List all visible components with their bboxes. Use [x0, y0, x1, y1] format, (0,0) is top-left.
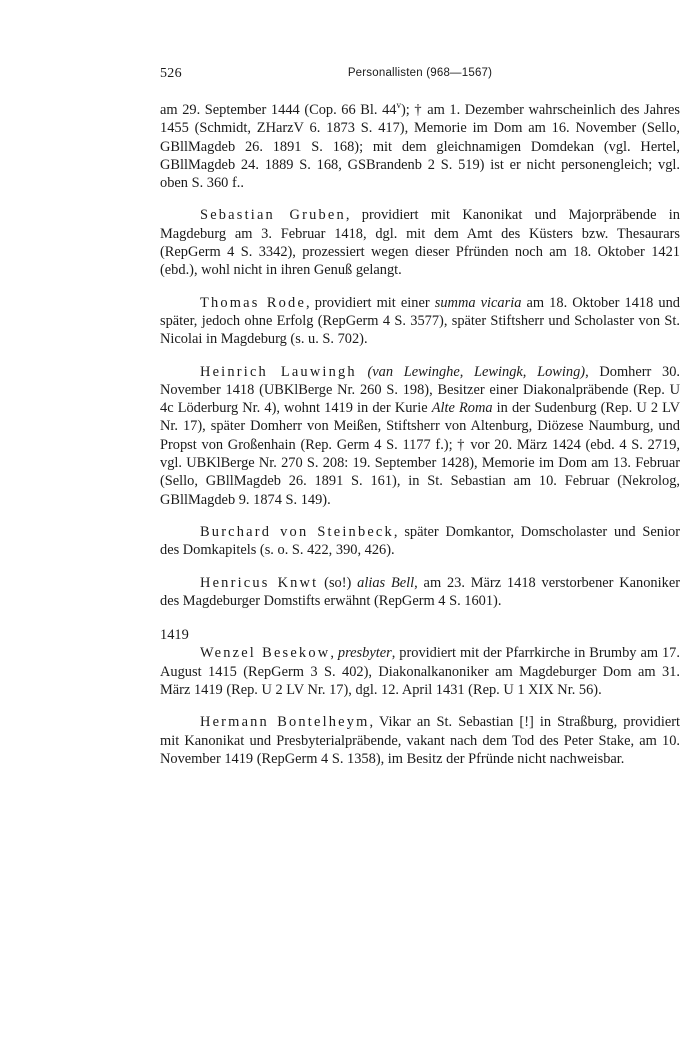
text-run: , Domherr 30. November 1418 (UBKlBerge Nr. 260 S. 198), Besitzer einer Diakonalpräbende (Rep. U 4c Löderburg Nr. 4), wohnt 1419 in der Kurie: [160, 363, 680, 417]
entries-1418: [160, 101, 680, 610]
person-name: Sebastian Gruben: [200, 207, 346, 224]
paragraph: [160, 101, 680, 192]
running-title: Personallisten (968—1567): [347, 67, 493, 79]
person-name: Thomas Rode: [200, 294, 307, 311]
superscript: v: [396, 100, 401, 111]
italic-text: (van Lewinghe, Lewingk, Lowing): [367, 363, 586, 380]
text-run: am 29. September 1444 (Cop. 66 Bl. 44: [160, 102, 397, 118]
person-name: Burchard von Steinbeck: [200, 523, 394, 540]
italic-text: summa vicaria: [434, 294, 522, 311]
text-run: , später Domkantor, Domscholaster und Senior des Domkapitels (s. o. S. 422, 390, 426).: [160, 523, 680, 559]
italic-text: Alte Roma: [431, 400, 493, 417]
entries-1419: [160, 644, 680, 768]
text-run: , Vikar an St. Sebastian [!] in Straßburg, providiert mit Kanonikat und Presbyterialpräbende, vakant nach dem Tod des Peter Stake, am 10. November 1419 (RepGerm 4 S. 1358), im Besitz der Pfründe nicht nachweisbar.: [160, 714, 680, 767]
text-body: [160, 101, 680, 768]
paragraph: [160, 644, 680, 699]
paragraph: [160, 363, 680, 509]
running-header: [160, 66, 680, 86]
text-run: ); † am 1. Dezember wahrscheinlich des Jahres 1455 (Schmidt, ZHarzV 6. 1873 S. 417), Memorie im Dom am 16. November (Sello, GBllMagdeb 26. 1891 S. 168); mit dem gleichnamigen Domdekan (vgl. Hertel, GBllMagdeb 24. 1889 S. 168, GSBrandenb 2 S. 519) ist er nicht personengleich; vgl. oben S. 360 f..: [160, 102, 680, 192]
text-run: , am 23. März 1418 verstorbener Kanoniker des Magdeburger Domstifts erwähnt (RepGerm 4 S. 1601).: [160, 574, 680, 609]
text-run: [357, 364, 368, 380]
paragraph: [160, 713, 680, 768]
paragraph: [160, 294, 680, 349]
paragraph: [160, 206, 680, 279]
person-name: Heinrich Lauwingh: [200, 363, 357, 380]
person-name: Henricus Knwt: [200, 574, 319, 591]
paragraph: [160, 523, 680, 560]
person-name: Hermann Bontelheym: [200, 714, 370, 731]
text-run: in der Sudenburg (Rep. U 2 LV Nr. 17), später Domherr von Meißen, Stiftsherr von Altenburg, Diözese Naumburg, und Propst von Großenhain (Rep. Germ 4 S. 1177 f.); † vor 20. März 1424 (ebd. 4 S. 2719, vgl. UBKlBerge Nr. 270 S. 208: 19. September 1428), Memorie im Dom am 13. Februar (Sello, GBllMagdeb 26. 1891 S. 161), in St. Sebastian am 10. Februar (Nekrolog, GBllMagdeb 9. 1874 S. 149).: [160, 400, 680, 508]
italic-text: presbyter: [337, 645, 392, 662]
text-run: (so!): [318, 574, 358, 591]
year-heading: 1419: [160, 627, 189, 644]
text-run: , providiert mit Kanonikat und Majorpräbende in Magdeburg am 3. Februar 1418, dgl. mit dem Amt des Küsters bzw. Thesaurars (RepGerm 4 S. 3342), prozessiert wegen dieser Pfründen noch am 18. Oktober 1421 (ebd.), wohl nicht in ihren Genuß gelangt.: [160, 207, 680, 279]
text-run: , providiert mit einer: [306, 294, 435, 311]
text-run: am 18. Oktober 1418 und später, jedoch ohne Erfolg (RepGerm 4 S. 3577), später Stiftsherr und Scholaster von St. Nicolai in Magdeburg (s. u. S. 702).: [160, 294, 680, 348]
text-run: , providiert mit der Pfarrkirche in Brumby am 17. August 1415 (RepGerm 3 S. 402), Diakonalkanoniker am Magdeburger Dom am 31. März 1419 (Rep. U 2 LV Nr. 17), dgl. 12. April 1431 (Rep. U 1 XIX Nr. 56).: [160, 645, 680, 699]
text-run: ,: [330, 645, 338, 662]
paragraph: [160, 574, 680, 611]
person-name: Wenzel Besekow: [200, 645, 331, 662]
page-number: 526: [160, 66, 182, 81]
italic-text: alias Bell: [357, 574, 415, 591]
